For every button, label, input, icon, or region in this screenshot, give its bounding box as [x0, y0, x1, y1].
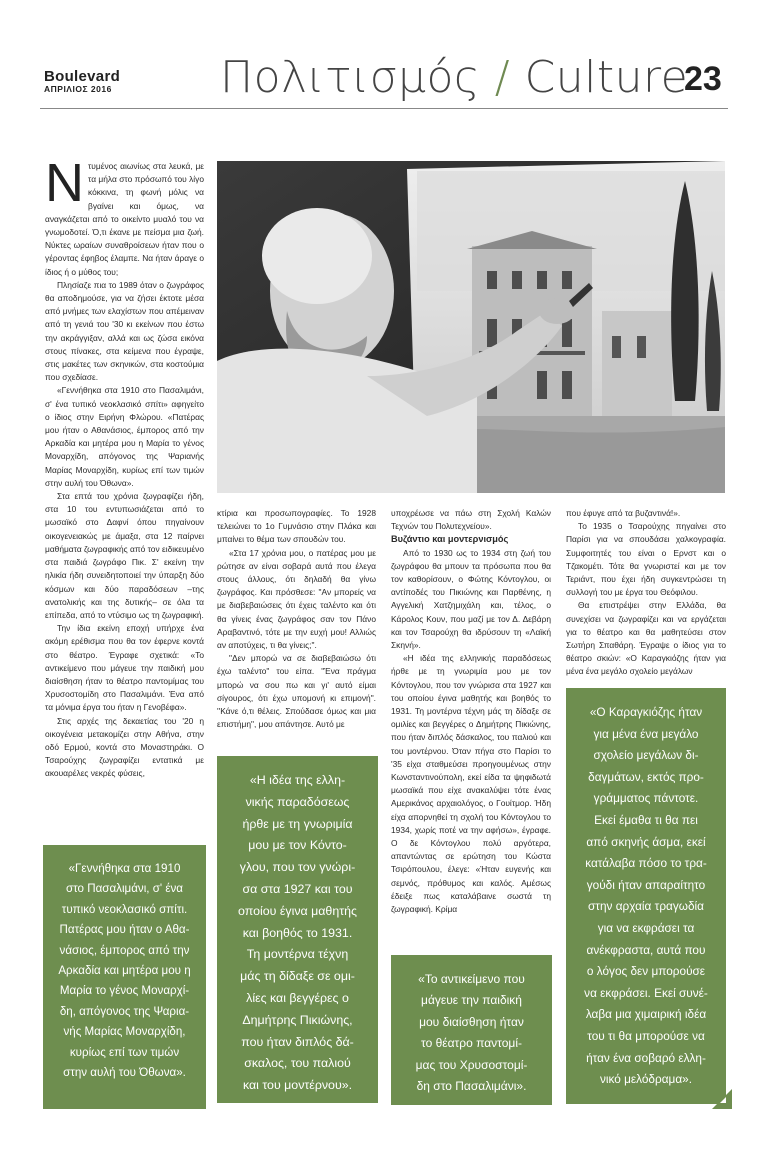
article-paragraph: Στα επτά του χρόνια ζωγραφίζει ήδη, στα 10 του εντυπωσιάζεται από το μωσαϊκό στο Δαφνί όπου πηγαίνουν οικογενειακώς με άμαξα, στα 12 παίρνει μαθήματα ζωγραφικής από τον ειδικευμένο στα παιδιά ζωγράφο Πικ. Σ' εκείνη την ηλικία ήδη συνειδητοποιεί την ύπαρξη δύο κόσμων και δύο παραδόσεων –της ανατολικής και της δυτικής– σε όλα τα επίπεδα, από το ντύσιμο ως τη ζωγραφική.	[45, 491, 204, 620]
section-title	[220, 52, 688, 103]
article-paragraph: «Γεννήθηκα στα 1910 στο Πασαλιμάνι, σ' ένα τυπικό νεοκλασικό σπίτι» αφηγείτο ο ίδιος στην Ειρήνη Φλώρου. «Πατέρας μου ήταν ο Αθανάσιος, έμπορος από την Αρκαδία και μητέρα μου η Μαρία το γένος Μοναρχίδη, απόγονος της Ψαριανής Μαρίας Μοναρχίδη, κυρίως επί των τιμών στην αυλή του Όθωνα».	[45, 385, 204, 488]
section-title-english: Culture	[524, 52, 689, 103]
article-paragraph: «Η ιδέα της ελληνικής παραδόσεως ήρθε με τη γνωριμία μου με τον Κόντογλου, που τον γνώρισα στα 1927 και του οποίου έγινα μαθητής και βοηθός το 1931. Τη μοντέρνα τέχνη μάς τη δίδαξε σε ομιλίες και βεγγέρες ο Δημήτρης Πικιώνης, που ήταν διπλός δάσκαλος, του παλιού και του μοντέρνου. Όταν πήγα στο Παρίσι το '35 είχα σταθμεύσει προηγουμένως στην Κωνσταντινούπολη, εκεί είδα τα ψηφιδωτά μωσαϊκά που είχε ανακαλύψει τότε ένας Αμερικάνος αρχαιολόγος, ο Γουίτμορ. Ήδη είχα απορνηθεί τη σχολή του Κόντογλου το 1934, χωρίς ποτέ να την αφήσω», έγραφε. Ο δε Κόντογλου πολύ αργότερα, απαντώντας σε ερώτηση του Κώστα Τσιρόπουλου, έλεγε: «Ήταν ευγενής και σεμνός, πρόθυμος και καλός. Αμέσως έδειξε πως καταλάβαινε σωστά τη ζωγραφική. Κρίμα	[391, 653, 551, 915]
article-paragraph: Θα επιστρέψει στην Ελλάδα, θα συνεχίσει να ζωγραφίζει και να εργάζεται για το θέατρο και θα μαθητεύσει στον Σωτήρη Σπαθάρη. Έγραψε ο ίδιος για το θέατρο σκιών: «Ο Καραγκιόζης ήταν για μένα ένα μεγάλο σχολείο μεγάλων	[566, 600, 726, 677]
article-paragraph: Πλησίαζε πια το 1989 όταν ο ζωγράφος θα αποδημούσε, για να ζήσει έκτοτε μέσα από μνήμες των ελαχίστων που απέμειναν από τη γενιά του '30 κι εκείνων που έστω την ακράγγιξαν, αλλά και ως ζώσα εικόνα στους πίνακες, στα κείμενα που έγραψε, στις μακέτες των σκηνικών, στα κοστούμια που σχεδίασε.	[45, 279, 204, 383]
article-paragraph: που έφυγε από τα βυζαντινά!».	[566, 508, 681, 518]
article-paragraph: Στις αρχές της δεκαετίας του '20 η οικογένεια μετακομίζει στην Αθήνα, στην οδό Ερμού, κοντά στο Μοναστηράκι. Ο Τσαρούχης ζωγραφίζει εντατικά με ακουαρέλες νεκρές φύσεις,	[45, 715, 204, 779]
article-paragraph: κτίρια και προσωπογραφίες. Το 1928 τελειώνει το 1ο Γυμνάσιο στην Πλάκα και μπαίνει το θέμα των σπουδών του.	[217, 508, 376, 545]
article-paragraph: Την ίδια εκείνη εποχή υπήρχε ένα ακόμη ερέθισμα που θα τον έφερνε κοντά στο θέατρο. Έγραφε σχετικά: «Το αντικείμενο που μάγευε την παιδική μου διαίσθηση ήταν το θέατρο παντομίμας του Χρυσοστομίδη στο Πασαλιμάνι. Ένα από τα μόνιμα έργα του ήταν η Γενοβέφα».	[45, 623, 204, 713]
artist-painting-photo	[217, 161, 725, 493]
column-3	[391, 507, 551, 916]
end-mark-icon	[712, 1089, 732, 1114]
article-paragraph: υποχρέωσε να πάω στη Σχολή Καλών Τεχνών του Πολυτεχνείου».	[391, 508, 551, 532]
section-subhead: Βυζάντιο και μοντερνισμός	[391, 534, 509, 545]
section-title-separator: /	[494, 52, 511, 103]
pull-quote-3: «Το αντικείμενο που μάγευε την παιδική μου διαίσθηση ήταν το θέατρο παντομί- μας του Χρυσοστομί- δη στο Πασαλιμάνι».	[391, 955, 552, 1105]
issue-date: ΑΠΡΙΛΙΟΣ 2016	[44, 84, 112, 94]
article-paragraph: Από το 1930 ως το 1934 στη ζωή του ζωγράφου θα μπουν τα πρόσωπα που θα τον καθορίσουν, ο Φώτης Κόντογλου, οι αντίποδές του Πικιώνης και Παρθένης, η Αγγελική Χατζημιχάλη και, τέλος, ο Κάρολος Κουν, που μαζί με τον Δ. Δεβάρη και τον Τσαρούχη θα ιδρύσουν τη «Λαϊκή Σκηνή».	[391, 547, 551, 651]
page-number: 23	[684, 60, 722, 98]
pull-quote-2: «Η ιδέα της ελλη- νικής παραδόσεως ήρθε με τη γνωριμία μου με τον Κόντο- γλου, που τον γνώρι- σα στα 1927 και του οποίου έγινα μαθητής και βοηθός το 1931. Τη μοντέρνα τέχνη μάς τη δίδαξε σε ομι- λίες και βεγγέρες ο Δημήτρης Πικιώνης, που ήταν διπλός δά- σκαλος, του παλιού και του μοντέρνου».	[217, 756, 378, 1103]
brand-logo: Boulevard	[44, 68, 121, 85]
pull-quote-4: «Ο Καραγκιόζης ήταν για μένα ένα μεγάλο σχολείο μεγάλων δι- δαγμάτων, εκτός προ- γράμματος πάντοτε. Εκεί έμαθα τι θα πει από σκηνής άσμα, εκεί κατάλαβα πόσο το τρα- γούδι ήταν απαραίτητο στην αρχαία τραγωδία για να εκφράσει τα ανέκφραστα, αυτά που ο λόγος δεν μπορούσε να εκφράσει. Εκεί συνέ- λαβα μια χιμαιρική ιδέα του τι θα μπορούσε να ήταν ένα σοβαρό ελλη- νικό μελόδραμα».	[566, 688, 726, 1104]
column-1	[45, 153, 204, 781]
article-paragraph: «Στα 17 χρόνια μου, ο πατέρας μου με ρώτησε αν είναι σοβαρά αυτά που έλεγα στους άλλους, ότι δηλαδή θα γίνω ζωγράφος. Και πρόσθεσε: "Αν μπορείς να με διαβεβαιώσεις ότι έχεις ταλέντο και ότι θα γίνεις ένας ζωγράφος σαν τον Πάνο Αραβαντινό, τότε με την ευχή μου! Αλλιώς αν αποτύχεις, τι θα γίνεις;".	[217, 547, 376, 651]
section-title-greek: Πολιτισμός	[220, 52, 481, 103]
article-paragraph: "Δεν μπορώ να σε διαβεβαιώσω ότι έχω ταλέντο" του είπα. "Ένα πράγμα μπορώ να σου πω και γι' αυτό είμαι σίγουρος, ότι έχω υπομονή κι επιμονή". ''Κάνε ό,τι θέλεις. Σπούδασε όμως και μια επιστήμη", μου απάντησε. Αυτό με	[217, 653, 376, 730]
photo-image	[217, 161, 725, 493]
article-paragraph: Ντυμένος αιωνίως στα λευκά, με τα μήλα στο πρόσωπό του λίγο κόκκινα, τη φωνή μόλις να βγαίνει και όμως, να αναγκάζεται από το οικείντο μυαλό του να γνωμοδοτεί. Ό,τι έκανε με πείσμα μια ζωή. Νύκτες ωραίων συναθροίσεων ήταν που ο γέροντας έφηβος έλαμπε. Να ήταν άραγε ο ίδιος ή ο μύθος του;	[45, 153, 204, 277]
pull-quote-1: «Γεννήθηκα στα 1910 στο Πασαλιμάνι, σ' ένα τυπικό νεοκλασικό σπίτι. Πατέρας μου ήταν ο Αθα- νάσιος, έμπορος από την Αρκαδία και μητέρα μου η Μαρία το γένος Μοναρχί- δη, απόγονος της Ψαρια- νής Μαρίας Μοναρχίδη, κυρίως επί των τιμών στην αυλή του Όθωνα».	[43, 845, 206, 1109]
drop-cap: Ν	[45, 153, 84, 213]
column-4	[566, 507, 726, 679]
column-2	[217, 507, 376, 731]
header-rule	[40, 108, 728, 109]
article-paragraph: Το 1935 ο Τσαρούχης πηγαίνει στο Παρίσι για να σπουδάσει χαλκογραφία. Συμφοιτητές του είναι ο Ερνστ και ο Τζακομέτι. Τότε θα γνωριστεί και με τον Τεριάντ, που έχει ήδη συγκεντρώσει τη συλλογή του με έργα του Θεόφιλου.	[566, 521, 726, 598]
